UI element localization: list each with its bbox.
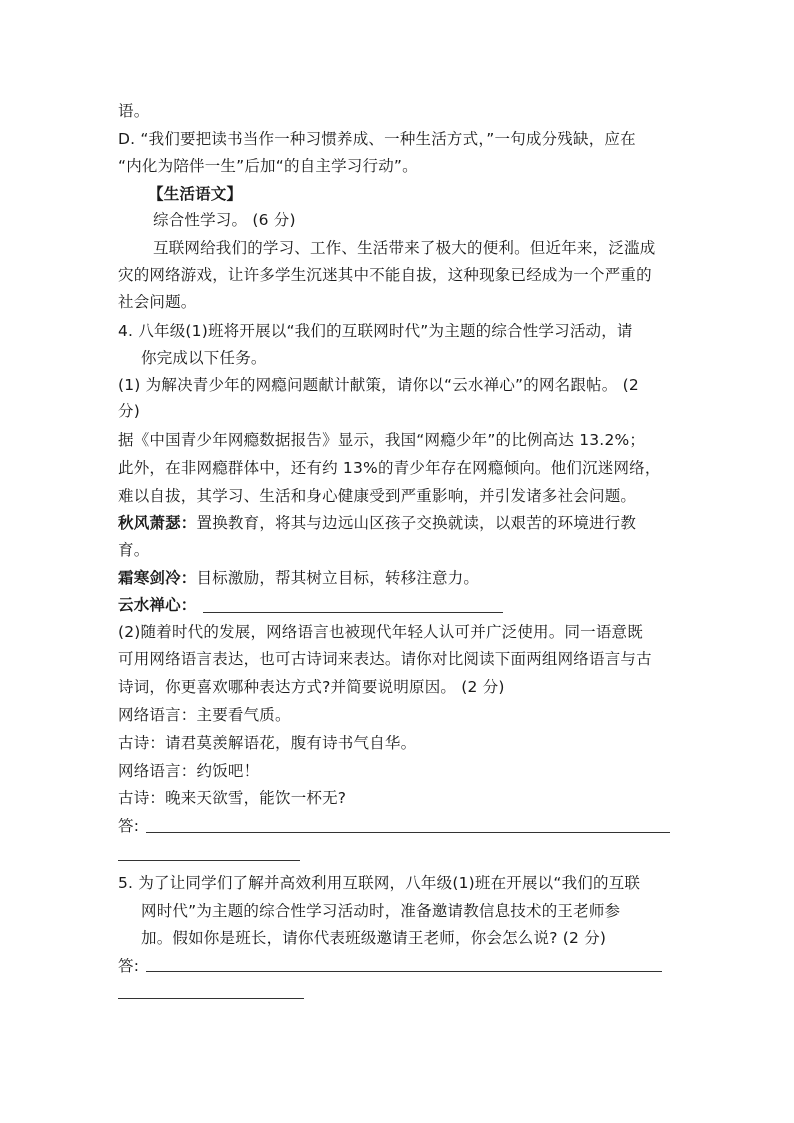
reply-line (118, 512, 636, 534)
text-line: 语。 (118, 102, 150, 120)
text-line: 网络语言：约饭吧！ (118, 762, 260, 780)
answer-blank (118, 860, 300, 861)
text-line: 网络语言：主要看气质。 (118, 706, 291, 724)
text-line: 加。假如你是班长，请你代表班级邀请王老师，你会怎么说? (2 分) (141, 929, 607, 947)
text-line: 社会问题。 (118, 293, 197, 311)
text-line: 诗词，你更喜欢哪种表达方式?并简要说明原因。 (2 分) (118, 678, 505, 696)
answer-blank (146, 971, 662, 972)
text-line: 此外，在非网瘾群体中，还有约 13%的青少年存在网瘾倾向。他们沉迷网络， (118, 459, 661, 477)
reply-text: 置换教育，将其与边远山区孩子交换就读，以艰苦的环境进行教 (196, 514, 637, 532)
text-line: 古诗：晚来天欲雪，能饮一杯无? (118, 789, 347, 807)
text-line: 古诗：请君莫羡解语花，腹有诗书气自华。 (118, 734, 417, 752)
answer-blank (118, 998, 304, 999)
sub-question-1: (1) 为解决青少年的网瘾问题献计献策，请你以“云水禅心”的网名跟帖。 (2 (118, 376, 639, 394)
section-heading: 【生活语文】 (148, 185, 243, 203)
text-line: 可用网络语言表达，也可古诗词来表达。请你对比阅读下面两组网络语言与古 (118, 650, 652, 668)
text-line: 分) (118, 402, 140, 420)
text-line: 你完成以下任务。 (141, 349, 267, 367)
reply-author: 秋风萧瑟： (118, 514, 197, 532)
answer-blank (146, 832, 670, 833)
answer-label: 答: (118, 957, 140, 975)
text-line: 灾的网络游戏，让许多学生沉迷其中不能自拔，这种现象已经成为一个严重的 (118, 266, 652, 284)
question-5: 5. 为了让同学们了解并高效利用互联网，八年级(1)班在开展以“我们的互联 (118, 874, 641, 892)
text-line: 网时代”为主题的综合性学习活动时，准备邀请教信息技术的王老师参 (141, 902, 621, 920)
text-line: “内化为陪伴一生”后加“的自主学习行动”。 (118, 157, 418, 175)
sub-question-2: (2)随着时代的发展，网络语言也被现代年轻人认可并广泛使用。同一语意既 (118, 623, 643, 641)
reply-author: 云水禅心： (118, 596, 197, 614)
question-4: 4. 八年级(1)班将开展以“我们的互联网时代”为主题的综合性学习活动，请 (118, 322, 633, 340)
reply-author: 霜寒剑冷： (118, 569, 197, 587)
text-line: 难以自拔，其学习、生活和身心健康受到严重影响，并引发诸多社会问题。 (118, 487, 637, 505)
text-line: D. “我们要把读书当作一种习惯养成、一种生活方式，”一句成分残缺，应在 (118, 130, 636, 148)
answer-blank (203, 612, 503, 613)
text-line: 综合性学习。 (6 分) (153, 211, 296, 229)
text-line: 据《中国青少年网瘾数据报告》显示，我国“网瘾少年”的比例高达 13.2%； (118, 431, 646, 449)
reply-text: 目标激励，帮其树立目标，转移注意力。 (196, 569, 480, 587)
text-line: 育。 (118, 541, 150, 559)
text-line: 互联网给我们的学习、工作、生活带来了极大的便利。但近年来，泛滥成 (153, 239, 656, 257)
reply-line (118, 567, 479, 589)
answer-label: 答: (118, 817, 140, 835)
